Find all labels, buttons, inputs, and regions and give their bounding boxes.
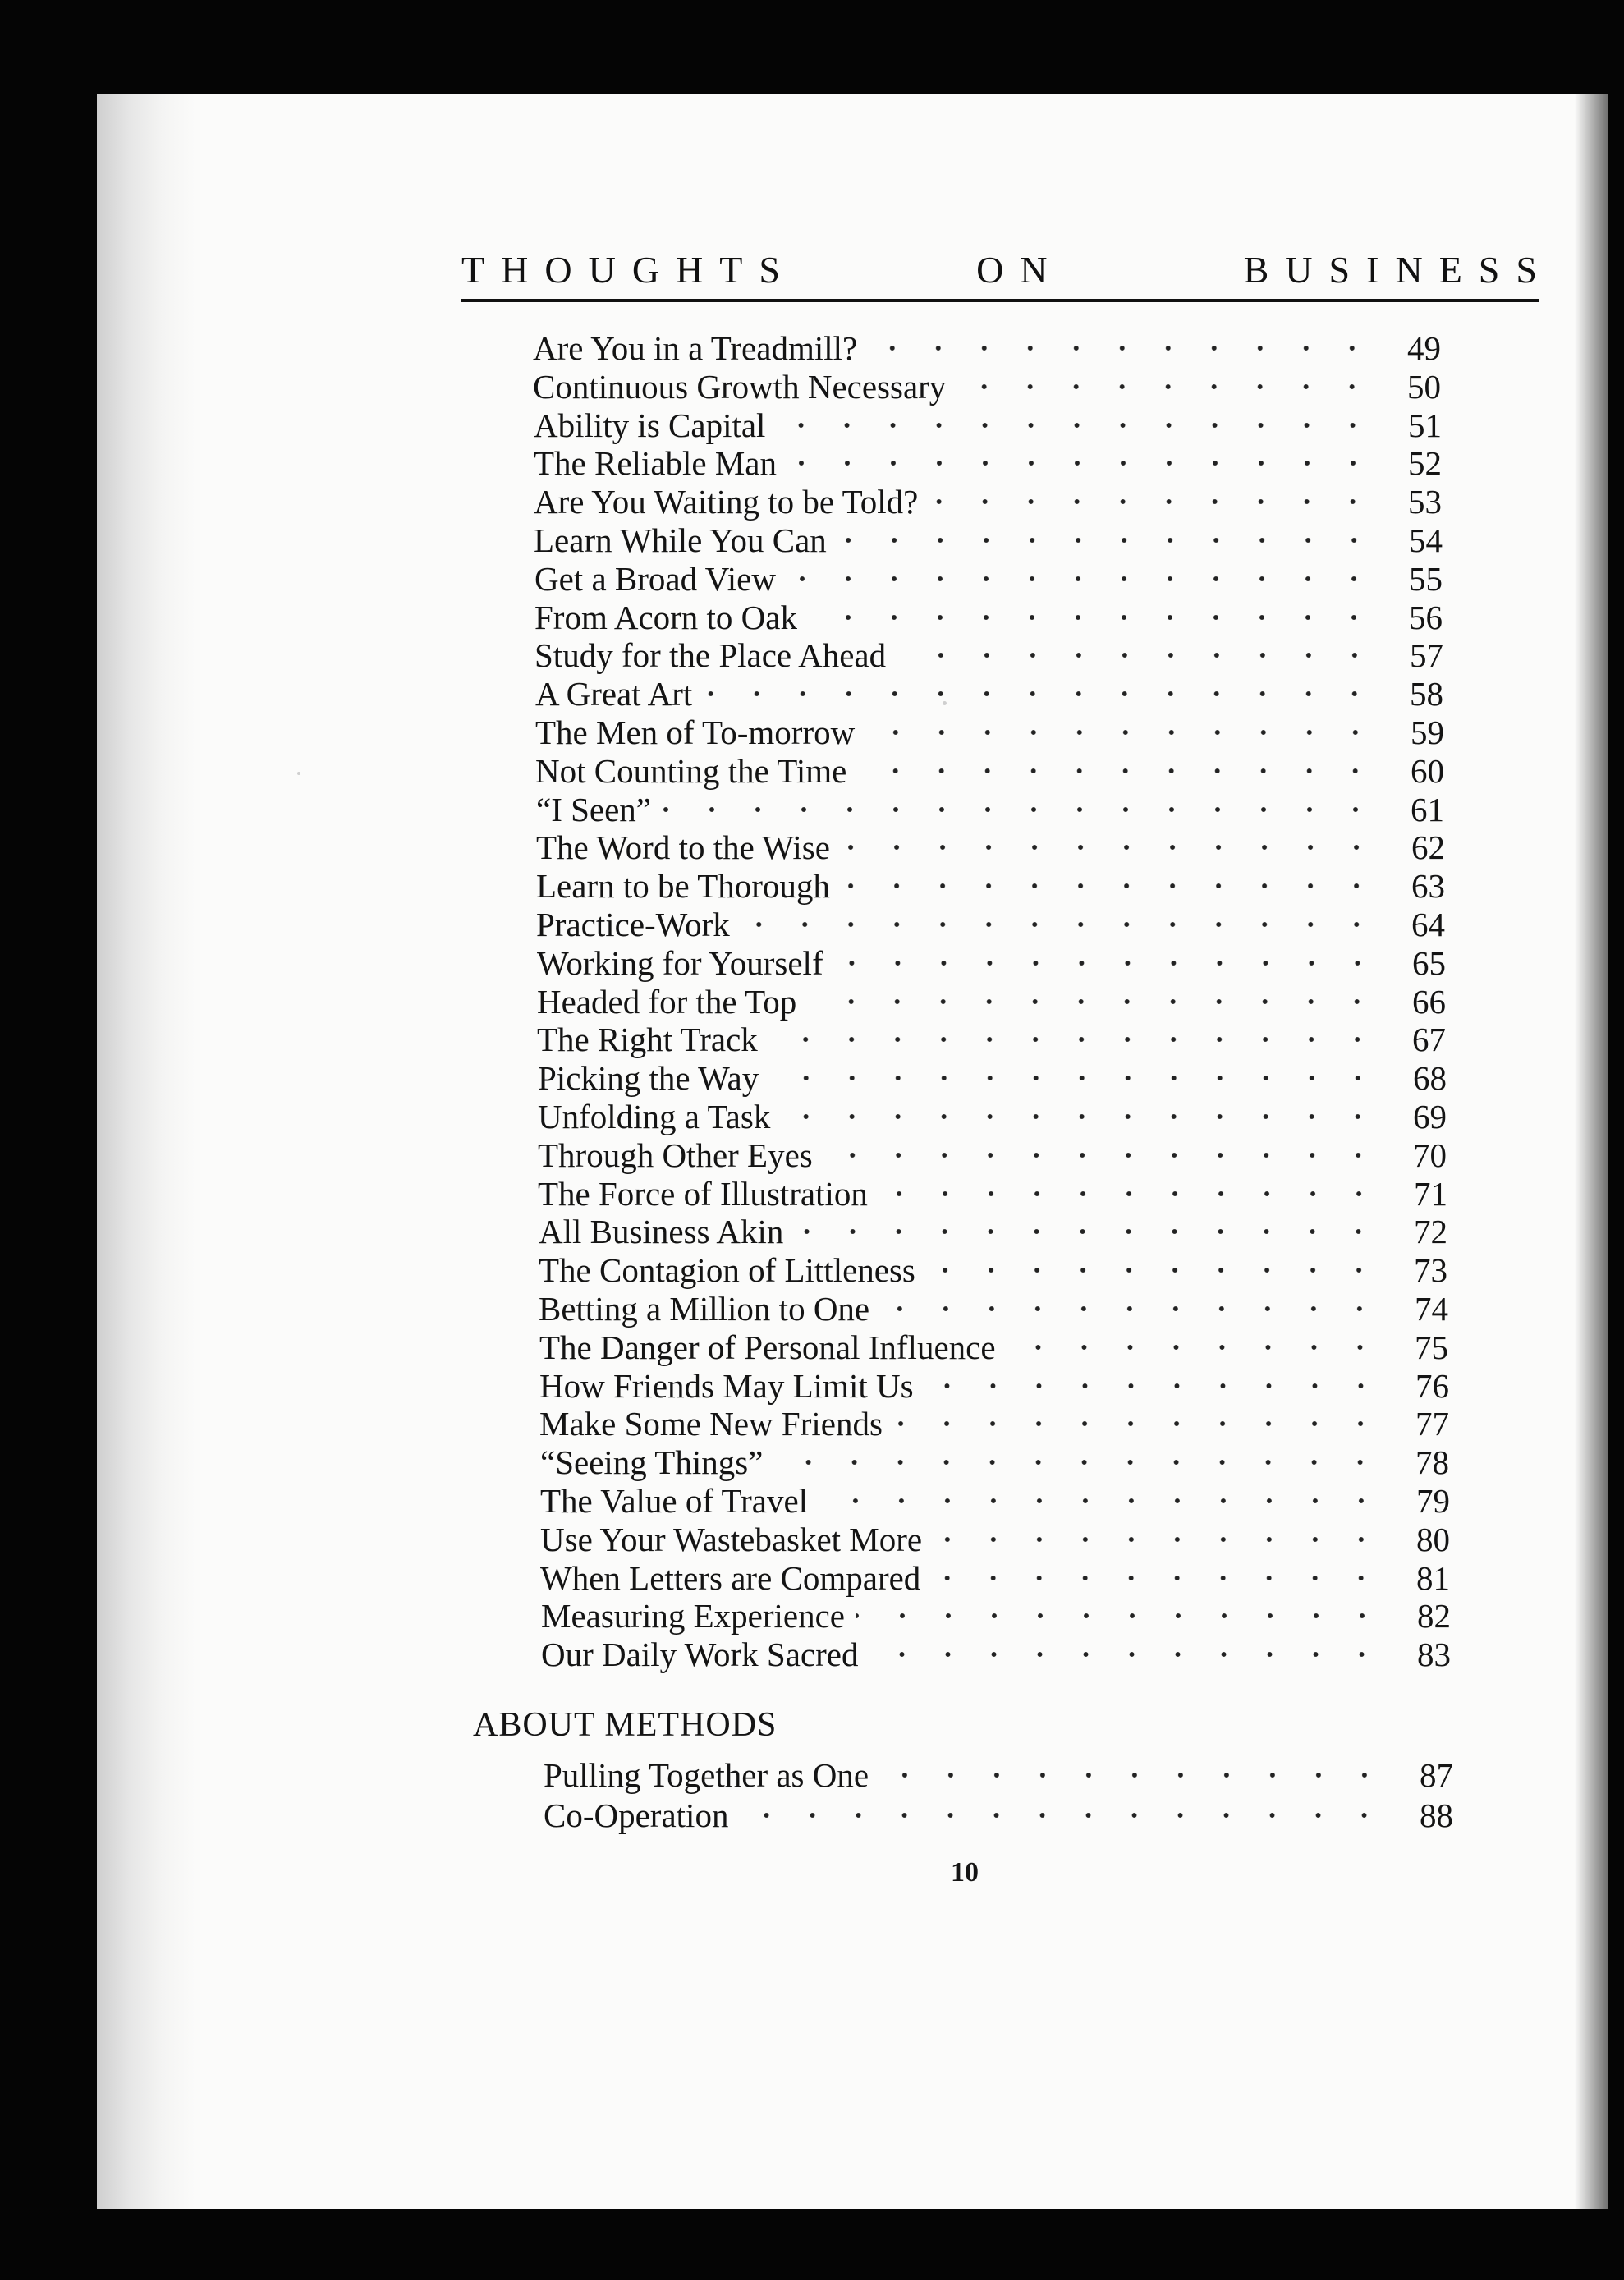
toc-entry-page: 73 [1414, 1251, 1447, 1289]
toc-entry [538, 1097, 1447, 1135]
toc-entry-title: Practice-Work [536, 906, 730, 943]
toc-entry-page: 66 [1412, 983, 1446, 1021]
dot-leader [842, 839, 1379, 856]
dot-leader [1007, 1339, 1383, 1356]
toc-entry-title: Use Your Wastebasket More [540, 1521, 923, 1558]
toc-entry-page: 49 [1407, 329, 1441, 367]
toc-entry [534, 482, 1442, 521]
toc-entry [538, 1174, 1447, 1213]
toc-entry [541, 1596, 1451, 1635]
toc-entry-page: 67 [1412, 1021, 1446, 1058]
toc-entry-page: 75 [1415, 1328, 1448, 1366]
toc-entry-page: 79 [1416, 1482, 1450, 1520]
running-head-letter: I [1366, 248, 1379, 291]
running-head [461, 245, 1537, 294]
dot-leader [897, 647, 1378, 663]
running-head-word-1 [461, 248, 780, 291]
running-head-letter: T [719, 248, 743, 291]
toc-entry-page: 60 [1411, 752, 1444, 790]
toc-entry-page: 65 [1412, 944, 1446, 982]
toc-entry-title: The Danger of Personal Influence [539, 1328, 996, 1366]
running-head-letter: U [588, 248, 616, 291]
running-head-letter: S [759, 248, 780, 291]
toc-entry [535, 751, 1444, 790]
running-head-letter: S [1328, 248, 1351, 291]
header-rule [461, 299, 1539, 302]
toc-entry-title: From Acorn to Oak [534, 599, 797, 636]
dot-leader [881, 1301, 1383, 1317]
toc-entry-title: All Business Akin [539, 1213, 784, 1250]
toc-entry [536, 905, 1445, 943]
dot-leader [808, 993, 1380, 1010]
dot-leader [957, 378, 1375, 395]
dot-leader [856, 1608, 1385, 1624]
toc-entry-page: 76 [1415, 1367, 1449, 1405]
toc-entry-page: 87 [1420, 1756, 1453, 1794]
running-head-letter: N [1395, 248, 1423, 291]
running-head-letter: S [1478, 248, 1500, 291]
running-head-letter: H [676, 248, 704, 291]
dot-leader [894, 1415, 1383, 1432]
running-head-word-3 [1244, 248, 1537, 291]
dot-leader [879, 1186, 1382, 1202]
dot-leader [782, 1108, 1381, 1125]
toc-entry [533, 328, 1441, 367]
scan-speck [297, 772, 300, 775]
toc-entry-page: 53 [1408, 483, 1442, 521]
dot-leader [777, 417, 1376, 434]
dot-leader [663, 801, 1379, 818]
toc-entry [536, 866, 1445, 905]
dot-leader [880, 1767, 1388, 1783]
toc-entry-title: “Seeing Things” [540, 1443, 764, 1481]
dot-leader [838, 532, 1377, 548]
toc-entry-page: 59 [1411, 713, 1444, 751]
toc-entry-page: 63 [1411, 867, 1445, 905]
toc-entry [537, 982, 1446, 1021]
toc-entry [539, 1328, 1448, 1366]
toc-entry [535, 674, 1443, 713]
toc-entry-page: 50 [1407, 368, 1441, 406]
dot-leader [866, 724, 1379, 741]
dot-leader [774, 1454, 1383, 1470]
toc-entry [535, 713, 1444, 751]
toc-entry-title: Co-Operation [544, 1796, 729, 1834]
toc-entry-page: 62 [1411, 828, 1445, 866]
toc-entry-title: When Letters are Compared [540, 1559, 921, 1597]
dot-leader [787, 571, 1377, 587]
toc-entry [534, 559, 1443, 598]
running-head-letter: T [461, 248, 485, 291]
running-head-letter: U [1285, 248, 1313, 291]
toc-entry-title: Are You in a Treadmill? [533, 329, 858, 367]
toc-entry-page: 72 [1414, 1213, 1447, 1250]
toc-entry-title: Unfolding a Task [538, 1098, 771, 1135]
running-head-letter: O [544, 248, 572, 291]
toc-entry [539, 1289, 1448, 1328]
toc-entry-page: 69 [1413, 1098, 1447, 1135]
dot-leader [809, 609, 1377, 626]
running-head-letter: E [1438, 248, 1462, 291]
dot-leader [869, 1646, 1385, 1663]
dot-leader [835, 955, 1380, 971]
toc-entry-title: Betting a Million to One [539, 1290, 870, 1328]
toc-entry [544, 1755, 1453, 1794]
toc-entry-page: 52 [1408, 444, 1442, 482]
toc-entry [539, 1366, 1449, 1405]
toc-entry-page: 57 [1410, 636, 1443, 674]
toc-entry-page: 77 [1415, 1405, 1449, 1443]
toc-entry-title: A Great Art [535, 675, 693, 713]
dot-leader [932, 1570, 1384, 1586]
toc-entry [544, 1796, 1453, 1834]
toc-entry [536, 790, 1444, 828]
running-head-letter: O [976, 248, 1004, 291]
toc-entry-title: Headed for the Top [537, 983, 797, 1021]
toc-entry-page: 88 [1420, 1796, 1453, 1834]
toc-entry-page: 78 [1415, 1443, 1449, 1481]
toc-entry-title: Ability is Capital [534, 406, 766, 444]
toc-entry-title: Measuring Experience [541, 1597, 845, 1635]
toc-entry-title: Learn to be Thorough [536, 867, 830, 905]
toc-entry [540, 1481, 1450, 1520]
toc-entry-title: Learn While You Can [534, 521, 827, 559]
toc-entry-title: Continuous Growth Necessary [533, 368, 947, 406]
toc-entry-page: 56 [1409, 599, 1443, 636]
toc-entry-page: 82 [1417, 1597, 1451, 1635]
toc-entry-page: 80 [1416, 1521, 1450, 1558]
dot-leader [925, 1378, 1383, 1394]
toc-entry [539, 1404, 1449, 1443]
toc-entry [538, 1058, 1447, 1097]
dot-leader [741, 916, 1379, 933]
toc-entry-title: Picking the Way [538, 1059, 759, 1097]
toc-entry-title: The Reliable Man [534, 444, 778, 482]
toc-entry [534, 598, 1443, 636]
toc-entry-page: 64 [1411, 906, 1445, 943]
toc-entry-title: Through Other Eyes [538, 1136, 813, 1174]
toc-entry-page: 58 [1410, 675, 1443, 713]
toc-entry [534, 443, 1442, 482]
toc-entry-title: Not Counting the Time [535, 752, 847, 790]
toc-entry-title: The Force of Illustration [538, 1175, 868, 1213]
toc-entry [534, 635, 1443, 674]
toc-entry-title: Study for the Place Ahead [534, 636, 887, 674]
dot-leader [788, 455, 1376, 471]
toc-entry-title: The Men of To-morrow [535, 713, 856, 751]
toc-entry-page: 70 [1413, 1136, 1447, 1174]
running-head-letter: H [501, 248, 529, 291]
toc-entry-page: 61 [1411, 791, 1444, 828]
dot-leader [842, 878, 1379, 894]
toc-entry [533, 367, 1441, 406]
toc-entry-title: Working for Yourself [537, 944, 823, 982]
dot-leader [819, 1493, 1384, 1509]
toc-entry-title: The Value of Travel [540, 1482, 809, 1520]
dot-leader [927, 1262, 1382, 1278]
running-head-letter: N [1020, 248, 1048, 291]
scan-speck [943, 701, 947, 705]
toc-entry [540, 1558, 1450, 1597]
running-head-letter: B [1243, 248, 1269, 291]
toc-entry-title: Pulling Together as One [544, 1756, 869, 1794]
toc-entry-page: 51 [1408, 406, 1442, 444]
book-page [97, 94, 1608, 2209]
toc-entry [538, 1135, 1447, 1174]
toc-entry-title: The Contagion of Littleness [539, 1251, 915, 1289]
toc-entry-page: 71 [1414, 1175, 1447, 1213]
toc-entry [540, 1443, 1449, 1481]
toc-entry-title: “I Seen” [536, 791, 651, 828]
dot-leader [929, 493, 1376, 510]
toc-entry [534, 521, 1443, 559]
toc-entry-page: 68 [1413, 1059, 1447, 1097]
dot-leader [824, 1147, 1381, 1163]
toc-entry [537, 1020, 1446, 1058]
toc-entry-title: The Right Track [537, 1021, 758, 1058]
dot-leader [770, 1070, 1381, 1086]
toc-entry-page: 74 [1415, 1290, 1448, 1328]
dot-leader [704, 686, 1378, 702]
toc-entry-title: How Friends May Limit Us [539, 1367, 914, 1405]
toc-entry-page: 55 [1409, 560, 1443, 598]
toc-entry [537, 943, 1446, 982]
toc-entry-page: 81 [1416, 1559, 1450, 1597]
toc-entry-title: Our Daily Work Sacred [541, 1635, 859, 1673]
dot-leader [740, 1807, 1388, 1824]
toc-entry [541, 1635, 1451, 1673]
dot-leader [795, 1223, 1382, 1240]
toc-entry [534, 406, 1442, 444]
dot-leader [869, 340, 1375, 356]
running-head-word-2 [976, 248, 1047, 291]
toc-entry [540, 1520, 1450, 1558]
toc-entry-page: 54 [1409, 521, 1443, 559]
page-number: 10 [951, 1857, 979, 1888]
dot-leader [769, 1031, 1380, 1048]
running-head-letter: G [631, 248, 660, 291]
dot-leader [858, 763, 1379, 779]
dot-leader [934, 1531, 1384, 1548]
toc-entry [539, 1212, 1447, 1250]
toc-entry-title: Get a Broad View [534, 560, 776, 598]
running-head-letter: S [1516, 248, 1537, 291]
section-heading: ABOUT METHODS [473, 1706, 778, 1744]
toc-entry-page: 83 [1417, 1635, 1451, 1673]
toc-entry-title: The Word to the Wise [536, 828, 830, 866]
toc-entry-title: Make Some New Friends [539, 1405, 883, 1443]
toc-entry-title: Are You Waiting to be Told? [534, 483, 919, 521]
toc-entry [536, 828, 1445, 866]
toc-entry [539, 1250, 1447, 1289]
